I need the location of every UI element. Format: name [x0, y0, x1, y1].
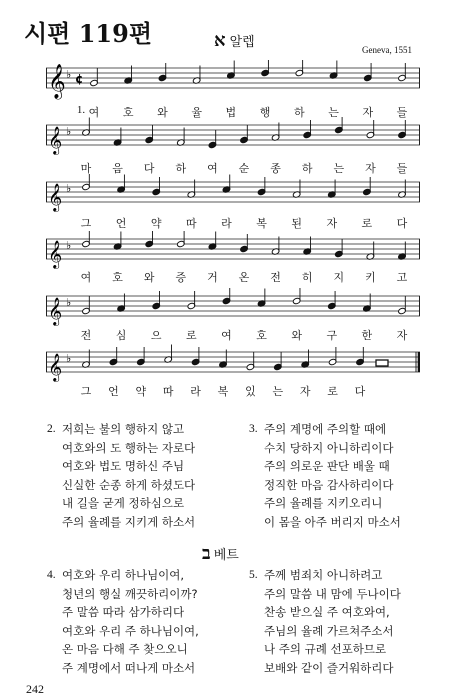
- verse-line: 주의 율례를 지키오리니: [264, 496, 383, 510]
- lyric-line: [46, 215, 420, 229]
- verse-line: 주의 계명에 주의할 때에: [264, 422, 387, 436]
- verse-line: 여호와의 도 행하는 자로다: [62, 440, 196, 455]
- verse-line: 온 마음 다해 주 찾으오니: [62, 642, 188, 656]
- breve-note: [376, 360, 388, 366]
- lyric-syllable: 약: [135, 385, 147, 398]
- verse-line: 주의 의로운 판단 배울 때: [264, 459, 390, 473]
- lyric-syllable: 그: [80, 217, 92, 230]
- lyric-syllable: 는: [333, 162, 345, 175]
- verse-line: 보배와 같이 즐거워하리다: [264, 660, 394, 675]
- lyric-syllable: 으: [150, 329, 162, 342]
- verse-number: 5.: [249, 569, 258, 581]
- verse-line: 주의 율례를 지키게 하소서: [62, 514, 196, 529]
- treble-clef-icon: 𝄞: [48, 353, 63, 381]
- verse-line: 신실한 순종 하게 하셨도다: [62, 477, 196, 492]
- flat-sign-icon: ♭: [66, 239, 72, 252]
- lyric-syllable: 와: [143, 271, 155, 284]
- lyric-syllable: 키: [365, 271, 376, 284]
- treble-clef-icon: 𝄞: [48, 126, 63, 154]
- lyric-syllable: 호: [112, 271, 123, 284]
- lyric-syllable: 심: [115, 329, 127, 342]
- lyric-syllable: 여: [221, 329, 232, 342]
- lyric-syllable: 복: [256, 217, 267, 230]
- lyric-syllable: 지: [333, 271, 345, 284]
- lyric-syllable: 있: [245, 385, 256, 398]
- lyric-syllable: 자: [326, 217, 338, 230]
- flat-sign-icon: ♭: [66, 182, 72, 195]
- lyric-syllable: 와: [291, 329, 302, 342]
- lyric-syllable: 증: [175, 271, 187, 284]
- lyric-syllable: 따: [162, 385, 174, 398]
- section-name: 알렙: [229, 35, 255, 50]
- lyric-syllable: 는: [328, 106, 339, 119]
- lyric-syllable: 여: [207, 162, 218, 175]
- lyric-syllable: 다: [354, 385, 366, 398]
- lyric-syllable: 하: [294, 106, 305, 119]
- section-heading-aleph: [214, 30, 255, 51]
- lyric-syllable: 복: [217, 385, 229, 398]
- lyric-syllable: 구: [326, 329, 338, 342]
- lyric-syllable: 는: [272, 385, 284, 398]
- treble-clef-icon: 𝄞: [48, 297, 63, 325]
- verse-line: 주께 범죄치 아니하려고: [264, 568, 383, 582]
- lyric-syllable: 여: [88, 106, 100, 119]
- lyric-syllable: 전: [270, 271, 281, 284]
- verse-line: 여호와 우리 하나님이여,: [62, 568, 185, 582]
- verse-line: 정직한 마음 감사하리이다: [264, 477, 394, 492]
- lyric-syllable: 언: [108, 385, 119, 398]
- lyric-syllable: 거: [207, 271, 218, 284]
- lyric-syllable: 호: [256, 329, 267, 342]
- lyric-syllable: 된: [291, 217, 302, 230]
- lyric-syllable: 로: [361, 217, 373, 230]
- verse-line: 수치 당하지 아니하리이다: [264, 440, 394, 455]
- lyric-line: [46, 104, 420, 118]
- lyric-syllable: 따: [186, 217, 197, 230]
- lyric-syllable: 와: [157, 106, 168, 119]
- treble-clef-icon: 𝄞: [48, 64, 66, 99]
- section-heading-bet: [202, 543, 239, 564]
- staff-system: [46, 288, 420, 328]
- lyric-line: [46, 327, 420, 341]
- treble-clef-icon: 𝄞: [48, 240, 63, 268]
- lyric-syllable: 라: [221, 217, 232, 230]
- page-number: 242: [26, 682, 44, 696]
- lyric-syllable: 여: [80, 271, 92, 284]
- verse-line: 주 계명에서 떠나게 마소서: [62, 660, 196, 675]
- hebrew-letter: א: [214, 30, 226, 51]
- verse-line: 주의 말씀 내 맘에 두나이다: [264, 586, 401, 601]
- verse-number: 3.: [249, 423, 258, 435]
- section-name: 베트: [213, 548, 239, 563]
- lyric-syllable: 순: [238, 162, 250, 175]
- lyric-syllable: 종: [270, 162, 281, 175]
- verse-line: 여호와 법도 명하신 주님: [62, 459, 185, 473]
- staff-system: [46, 117, 420, 157]
- lyric-syllable: 로: [327, 385, 338, 398]
- verse-line: 이 몸을 아주 버리지 마소서: [264, 514, 401, 529]
- lyric-syllable: 고: [396, 271, 408, 284]
- staff-system: [46, 60, 420, 100]
- verse-line: 찬송 받으실 주 여호와여,: [264, 605, 390, 619]
- verse-line: 여호와 우리 주 하나님이여,: [62, 623, 199, 638]
- hebrew-letter: ב: [202, 543, 211, 564]
- verse-line: 주님의 율례 가르쳐주소서: [264, 623, 394, 638]
- verse-block: [47, 566, 199, 677]
- flat-sign-icon: ♭: [66, 296, 72, 309]
- time-signature-icon: ¢: [75, 72, 84, 86]
- lyric-syllable: 라: [190, 385, 201, 398]
- staff-system: [46, 174, 420, 214]
- flat-sign-icon: ♭: [66, 68, 72, 81]
- lyric-syllable: 자: [365, 162, 376, 175]
- lyric-syllable: 자: [299, 385, 311, 398]
- lyric-syllable: 전: [80, 329, 92, 342]
- verse-number: 2.: [47, 423, 56, 435]
- treble-clef-icon: 𝄞: [48, 183, 63, 211]
- staff-system: [46, 344, 420, 384]
- verse-line: 주 말씀 따라 삼가하리다: [62, 605, 185, 619]
- lyric-syllable: 하: [175, 162, 187, 175]
- lyric-syllable: 법: [225, 106, 237, 119]
- lyric-syllable: 히: [301, 271, 313, 284]
- verse-block: [249, 420, 401, 531]
- lyric-syllable: 온: [238, 271, 250, 284]
- lyric-syllable: 하: [301, 162, 313, 175]
- verse-line: 청년의 행실 깨끗하리이까?: [62, 586, 198, 601]
- lyric-syllable: 마: [80, 162, 92, 175]
- lyric-line: [46, 160, 420, 174]
- lyric-syllable: 다: [396, 217, 408, 230]
- verse-line: 내 길을 굳게 정하심으로: [62, 496, 185, 510]
- lyric-syllable: 들: [396, 162, 408, 175]
- verse-line: 나 주의 규례 선포하므로: [264, 642, 387, 656]
- staff-system: [46, 231, 420, 271]
- lyric-syllable: 약: [150, 217, 162, 230]
- lyric-syllable: 한: [361, 329, 373, 342]
- lyric-syllable: 자: [396, 329, 408, 342]
- page-title: 시편 119편: [24, 19, 153, 48]
- lyric-syllable: 들: [396, 106, 408, 119]
- lyric-syllable: 행: [259, 106, 271, 119]
- flat-sign-icon: ♭: [66, 352, 72, 365]
- verse-line: 저희는 불의 행하지 않고: [62, 422, 185, 436]
- lyric-syllable: 언: [115, 217, 127, 230]
- lyric-syllable: 다: [143, 162, 155, 175]
- lyric-line: [46, 383, 420, 397]
- lyric-line: [46, 269, 420, 283]
- lyric-syllable: 자: [362, 106, 374, 119]
- lyric-syllable: 음: [112, 162, 123, 175]
- lyric-syllable: 호: [122, 106, 134, 119]
- verse-block: [47, 420, 196, 531]
- flat-sign-icon: ♭: [66, 125, 72, 138]
- verse-block: [249, 566, 401, 677]
- lyric-syllable: 그: [80, 385, 92, 398]
- lyric-syllable: 율: [191, 106, 202, 119]
- tune-source: Geneva, 1551: [362, 45, 412, 55]
- lyric-syllable: 로: [186, 329, 197, 342]
- verse-number: 4.: [47, 569, 56, 581]
- verse-number: 1.: [76, 104, 86, 116]
